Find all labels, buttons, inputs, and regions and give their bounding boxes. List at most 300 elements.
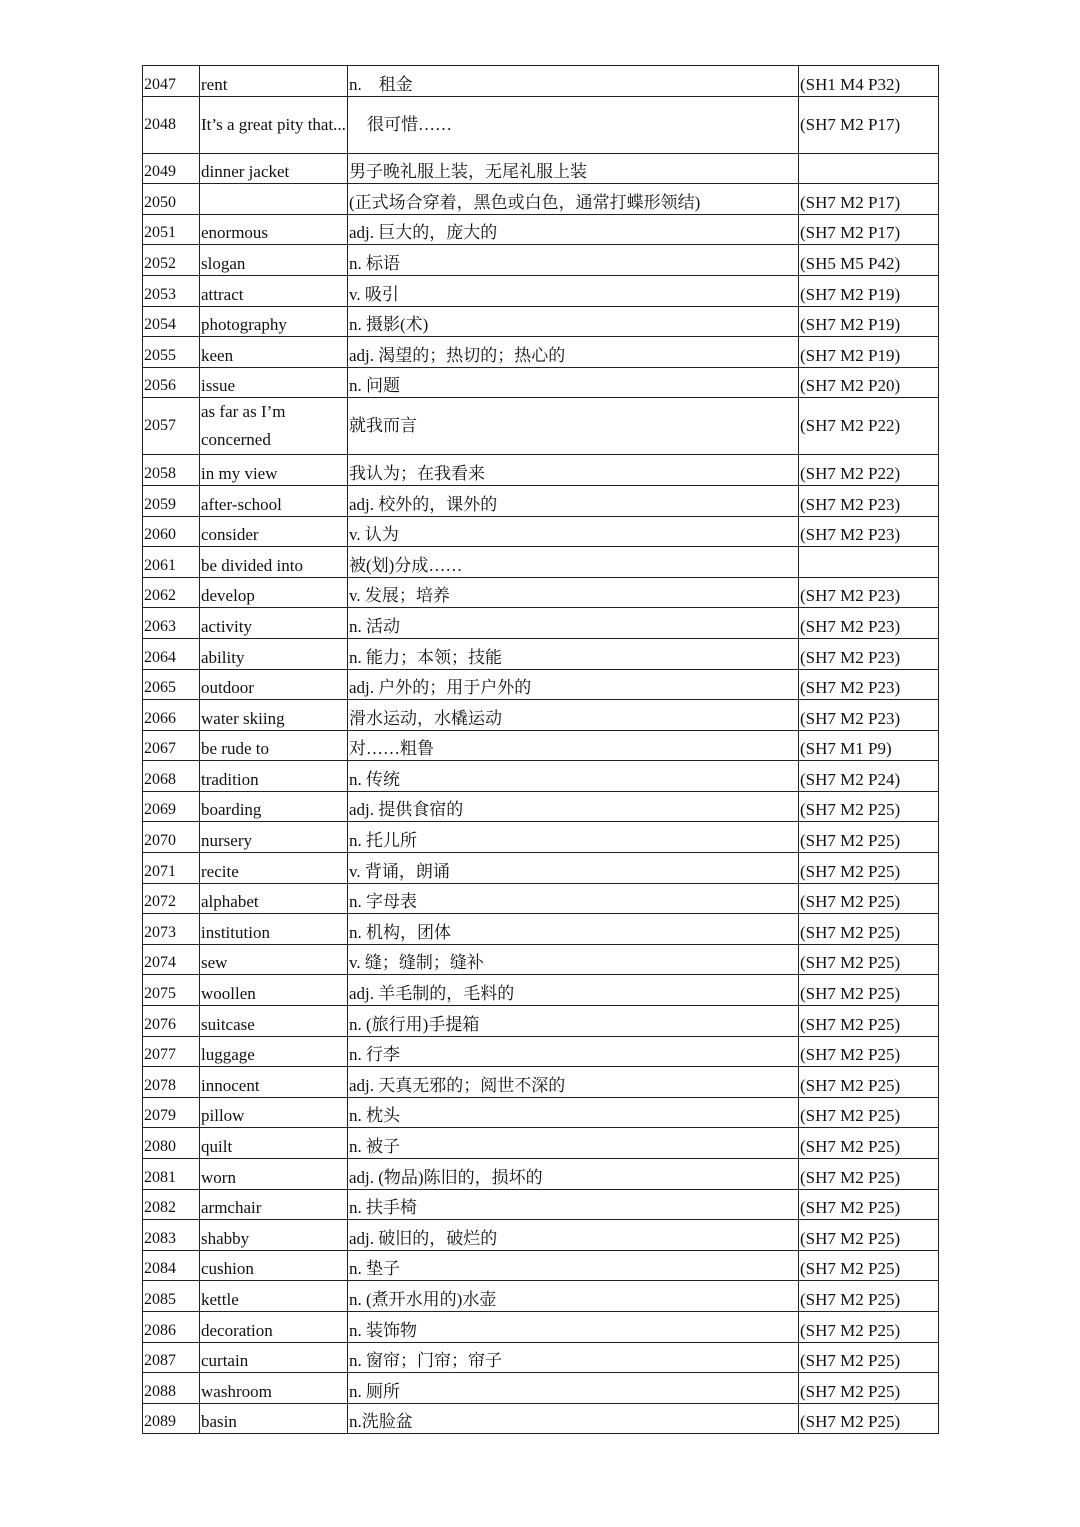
entry-number-text: 2074 [144,954,176,972]
table-row [143,398,939,455]
entry-definition [348,367,799,398]
entry-word-text: basin [201,1412,237,1432]
entry-word-text: activity [201,616,252,636]
entry-number [143,367,200,398]
entry-source-text: (SH7 M2 P25) [800,1045,901,1065]
entry-word [200,96,348,153]
table-row [143,306,939,337]
entry-number-text: 2085 [144,1290,176,1308]
table-row [143,700,939,731]
entry-source-text: (SH7 M2 P25) [800,922,901,942]
table-row [143,485,939,516]
entry-source-text: (SH7 M2 P19) [800,284,901,304]
entry-definition [348,245,799,276]
entry-definition [348,547,799,578]
entry-definition-text: (正式场合穿着，黑色或白色，通常打蝶形领结) [349,192,701,212]
entry-word-text: sew [201,953,228,973]
entry-word-text: ability [201,647,245,667]
entry-number-text: 2066 [144,709,176,727]
entry-word-text: kettle [201,1289,239,1309]
table-row [143,1067,939,1098]
table-row [143,791,939,822]
table-row [143,883,939,914]
entry-source [799,914,939,945]
entry-word-text: consider [201,525,259,545]
entry-source [799,1281,939,1312]
entry-number-text: 2073 [144,923,176,941]
entry-source [799,184,939,215]
entry-source-text: (SH7 M2 P25) [800,861,901,881]
entry-source-text: (SH1 M4 P32) [800,74,901,94]
entry-word [200,66,348,97]
table-row [143,1250,939,1281]
entry-source [799,791,939,822]
entry-word-text: keen [201,345,234,365]
entry-definition [348,485,799,516]
entry-source-text: (SH5 M5 P42) [800,253,901,273]
entry-number-text: 2064 [144,648,176,666]
entry-number-text: 2075 [144,985,176,1003]
entry-word-text: cushion [201,1259,254,1279]
entry-number [143,700,200,731]
entry-definition-text: n. 行李 [349,1045,400,1065]
entry-source-text: (SH7 M2 P25) [800,1228,901,1248]
entry-source [799,516,939,547]
entry-definition-text: n.洗脸盆 [349,1412,413,1432]
entry-number [143,1342,200,1373]
entry-definition-text: adj. 校外的，课外的 [349,494,498,514]
entry-number [143,822,200,853]
entry-source [799,337,939,368]
entry-number [143,1006,200,1037]
entry-word-text: tradition [201,769,259,789]
entry-source [799,455,939,486]
entry-definition-text: adj. 渴望的；热切的；热心的 [349,345,566,365]
entry-source-text: (SH7 M2 P23) [800,586,901,606]
table-row [143,516,939,547]
entry-word [200,516,348,547]
entry-source [799,1128,939,1159]
entry-number-text: 2077 [144,1046,176,1064]
entry-source [799,730,939,761]
entry-number [143,577,200,608]
entry-word [200,547,348,578]
entry-word-text: develop [201,586,255,606]
entry-word-text: be rude to [201,739,269,759]
entry-number-text: 2069 [144,801,176,819]
entry-number-text: 2047 [144,75,176,93]
entry-source [799,214,939,245]
entry-source-text: (SH7 M2 P17) [800,223,901,243]
entry-source [799,1036,939,1067]
entry-source-text: (SH7 M2 P25) [800,984,901,1004]
table-row [143,153,939,184]
entry-word-text: outdoor [201,678,254,698]
entry-definition-text: n. 机构，团体 [349,922,451,942]
entry-definition-text: n. 能力；本领；技能 [349,647,502,667]
entry-number [143,1128,200,1159]
entry-word [200,1311,348,1342]
entry-definition-text: v. 吸引 [349,284,399,304]
entry-number-text: 2055 [144,346,176,364]
entry-word [200,1403,348,1434]
table-row [143,975,939,1006]
entry-word-text: shabby [201,1228,250,1248]
entry-number-text: 2082 [144,1199,176,1217]
table-row [143,608,939,639]
entry-word-text: armchair [201,1198,262,1218]
entry-source [799,975,939,1006]
entry-word [200,1128,348,1159]
entry-source [799,700,939,731]
entry-word [200,700,348,731]
entry-number-text: 2086 [144,1321,176,1339]
entry-number-text: 2063 [144,617,176,635]
entry-definition-text: 男子晚礼服上装，无尾礼服上装 [349,162,587,182]
entry-number-text: 2068 [144,770,176,788]
entry-source-text: (SH7 M2 P23) [800,647,901,667]
entry-source-text: (SH7 M2 P25) [800,800,901,820]
entry-definition [348,1342,799,1373]
entry-source [799,1220,939,1251]
entry-definition-text: n. 窗帘；门帘；帘子 [349,1351,502,1371]
entry-source-text: (SH7 M2 P17) [800,192,901,212]
entry-word-text: worn [201,1167,236,1187]
entry-number [143,883,200,914]
entry-source-text: (SH7 M2 P22) [800,463,901,483]
entry-definition-text: adj. 提供食宿的 [349,800,464,820]
entry-word [200,245,348,276]
entry-definition [348,577,799,608]
entry-source [799,608,939,639]
entry-source-text: (SH7 M2 P25) [800,1014,901,1034]
entry-definition-text: 被(划)分成…… [349,555,463,575]
entry-word-text: enormous [201,223,269,243]
entry-number-text: 2089 [144,1413,176,1431]
entry-definition-text: n. 摄影(术) [349,315,429,335]
entry-source-text: (SH7 M2 P25) [800,1381,901,1401]
entry-number [143,337,200,368]
entry-number [143,214,200,245]
entry-word-text: dinner jacket [201,162,290,182]
entry-word-text: washroom [201,1381,272,1401]
entry-word-text: attract [201,284,244,304]
entry-word [200,1342,348,1373]
entry-definition-text: 我认为；在我看来 [349,463,485,483]
table-row [143,455,939,486]
entry-word-text: woollen [201,984,256,1004]
table-row [143,1036,939,1067]
entry-source-text: (SH7 M2 P25) [800,1412,901,1432]
entry-number-text: 2057 [144,417,176,435]
table-row [143,1220,939,1251]
entry-source-text: (SH7 M2 P25) [800,953,901,973]
entry-definition [348,455,799,486]
entry-definition [348,516,799,547]
entry-source [799,547,939,578]
entry-number-text: 2067 [144,740,176,758]
entry-definition-text: n. 装饰物 [349,1320,417,1340]
entry-definition [348,1159,799,1190]
entry-word-text: after-school [201,494,282,514]
vocabulary-table-body [143,66,939,1434]
entry-source [799,883,939,914]
entry-number [143,914,200,945]
entry-number-text: 2070 [144,832,176,850]
entry-source [799,1311,939,1342]
entry-word-text: pillow [201,1106,245,1126]
entry-definition [348,1311,799,1342]
entry-word [200,306,348,337]
entry-number [143,944,200,975]
entry-number [143,669,200,700]
entry-definition-text: adj. (物品)陈旧的，损坏的 [349,1167,543,1187]
entry-definition [348,1067,799,1098]
entry-source-text: (SH7 M2 P22) [800,416,901,436]
entry-source [799,1342,939,1373]
entry-number [143,1067,200,1098]
entry-word-text: alphabet [201,892,259,912]
entry-source [799,275,939,306]
entry-word [200,1220,348,1251]
entry-number-text: 2049 [144,163,176,181]
entry-number [143,1281,200,1312]
entry-word [200,638,348,669]
entry-number [143,184,200,215]
entry-definition-text: n. 问题 [349,376,400,396]
entry-number [143,516,200,547]
entry-source-text: (SH7 M2 P25) [800,1320,901,1340]
entry-definition [348,822,799,853]
entry-definition [348,96,799,153]
entry-source [799,485,939,516]
entry-number-text: 2062 [144,587,176,605]
entry-source-text: (SH7 M2 P25) [800,1289,901,1309]
entry-word-text: luggage [201,1045,255,1065]
entry-definition [348,883,799,914]
entry-word-text: in my view [201,463,278,483]
table-row [143,96,939,153]
entry-definition-text: n. 标语 [349,253,400,273]
entry-source-text: (SH7 M2 P23) [800,616,901,636]
entry-source [799,761,939,792]
entry-number [143,761,200,792]
entry-word-text: be divided into [201,555,303,575]
entry-word-text: decoration [201,1320,273,1340]
entry-number [143,1373,200,1404]
entry-number [143,1036,200,1067]
entry-source-text: (SH7 M2 P25) [800,892,901,912]
entry-number [143,1220,200,1251]
entry-word-text: innocent [201,1075,260,1095]
table-row [143,1403,939,1434]
entry-source [799,822,939,853]
entry-word [200,1250,348,1281]
entry-number-text: 2053 [144,285,176,303]
entry-number [143,275,200,306]
entry-source-text: (SH7 M2 P25) [800,1167,901,1187]
table-row [143,914,939,945]
entry-source-text: (SH7 M2 P25) [800,1075,901,1095]
entry-number-text: 2081 [144,1168,176,1186]
entry-definition-text: n. 字母表 [349,892,417,912]
entry-word-text: issue [201,376,235,396]
entry-word [200,1067,348,1098]
entry-definition [348,791,799,822]
entry-number [143,66,200,97]
entry-definition-text: n. 垫子 [349,1259,400,1279]
entry-definition-text: n. 枕头 [349,1106,400,1126]
entry-number [143,1403,200,1434]
entry-source [799,944,939,975]
entry-source-text: (SH7 M2 P25) [800,1259,901,1279]
entry-word [200,577,348,608]
entry-number [143,1097,200,1128]
entry-word [200,367,348,398]
entry-word [200,944,348,975]
entry-source [799,1067,939,1098]
entry-source [799,1189,939,1220]
entry-word [200,153,348,184]
entry-word [200,1097,348,1128]
entry-source [799,1006,939,1037]
table-row [143,944,939,975]
entry-definition [348,1250,799,1281]
entry-source [799,245,939,276]
entry-source-text: (SH7 M2 P17) [800,114,901,134]
entry-word-text: boarding [201,800,262,820]
entry-number-text: 2051 [144,224,176,242]
table-row [143,1159,939,1190]
table-row [143,275,939,306]
entry-number [143,96,200,153]
entry-number-text: 2060 [144,526,176,544]
entry-number-text: 2048 [144,115,176,133]
entry-source-text: (SH7 M2 P25) [800,831,901,851]
entry-word [200,214,348,245]
entry-definition [348,608,799,639]
entry-source-text: (SH7 M2 P20) [800,376,901,396]
entry-word [200,853,348,884]
entry-number-text: 2059 [144,495,176,513]
entry-number [143,608,200,639]
table-row [143,66,939,97]
entry-number [143,455,200,486]
entry-definition [348,1006,799,1037]
entry-definition-text: n. 扶手椅 [349,1198,417,1218]
entry-source-text: (SH7 M2 P24) [800,769,901,789]
entry-word [200,669,348,700]
entry-definition [348,66,799,97]
table-row [143,730,939,761]
entry-number [143,153,200,184]
entry-word [200,1281,348,1312]
entry-source [799,153,939,184]
entry-source [799,1159,939,1190]
entry-word [200,1189,348,1220]
entry-word-text: institution [201,922,270,942]
entry-definition [348,1373,799,1404]
entry-number-text: 2050 [144,193,176,211]
table-row [143,669,939,700]
entry-number [143,306,200,337]
entry-definition [348,1220,799,1251]
entry-source [799,1403,939,1434]
table-row [143,577,939,608]
entry-definition [348,853,799,884]
entry-definition-text: n. 租金 [349,74,413,94]
entry-source [799,638,939,669]
entry-definition-text: n. (煮开水用的)水壶 [349,1289,497,1309]
entry-word-text: rent [201,74,228,94]
entry-number-text: 2056 [144,377,176,395]
entry-source-text: (SH7 M2 P23) [800,494,901,514]
entry-number-text: 2078 [144,1076,176,1094]
entry-definition [348,398,799,455]
entry-definition [348,153,799,184]
entry-definition [348,306,799,337]
entry-number [143,791,200,822]
entry-definition-text: n. (旅行用)手提箱 [349,1014,480,1034]
entry-number [143,547,200,578]
entry-source [799,398,939,455]
entry-definition-text: adj. 巨大的，庞大的 [349,223,498,243]
entry-word [200,761,348,792]
entry-number-text: 2076 [144,1015,176,1033]
table-row [143,853,939,884]
table-row [143,547,939,578]
entry-definition [348,1281,799,1312]
entry-source-text: (SH7 M1 P9) [800,739,892,759]
entry-definition [348,1403,799,1434]
entry-word [200,1036,348,1067]
entry-word [200,608,348,639]
entry-definition [348,730,799,761]
entry-number-text: 2080 [144,1138,176,1155]
entry-definition-text: adj. 天真无邪的；阅世不深的 [349,1075,566,1095]
table-row [143,761,939,792]
table-row [143,1342,939,1373]
entry-definition [348,214,799,245]
entry-number [143,398,200,455]
entry-number [143,1189,200,1220]
entry-definition [348,975,799,1006]
entry-source-text: (SH7 M2 P23) [800,708,901,728]
entry-number [143,1159,200,1190]
entry-source [799,1373,939,1404]
entry-source-text: (SH7 M2 P25) [800,1137,901,1156]
entry-source [799,367,939,398]
table-row [143,1097,939,1128]
entry-word [200,455,348,486]
entry-word-text: photography [201,315,287,335]
entry-definition [348,638,799,669]
entry-definition-text: 对……粗鲁 [349,739,434,759]
entry-source-text: (SH7 M2 P23) [800,525,901,545]
entry-number-text: 2071 [144,862,176,880]
entry-source-text: (SH7 M2 P25) [800,1106,901,1126]
entry-number [143,853,200,884]
entry-number-text: 2084 [144,1260,176,1278]
entry-definition-text: adj. 羊毛制的，毛料的 [349,984,515,1004]
entry-definition [348,1128,799,1159]
entry-definition-text: n. 厕所 [349,1381,400,1401]
entry-word-text: quilt [201,1137,233,1156]
entry-source-text: (SH7 M2 P25) [800,1351,901,1371]
entry-word [200,337,348,368]
entry-number [143,1250,200,1281]
entry-word-text: as far as I’m concerned [201,402,286,450]
